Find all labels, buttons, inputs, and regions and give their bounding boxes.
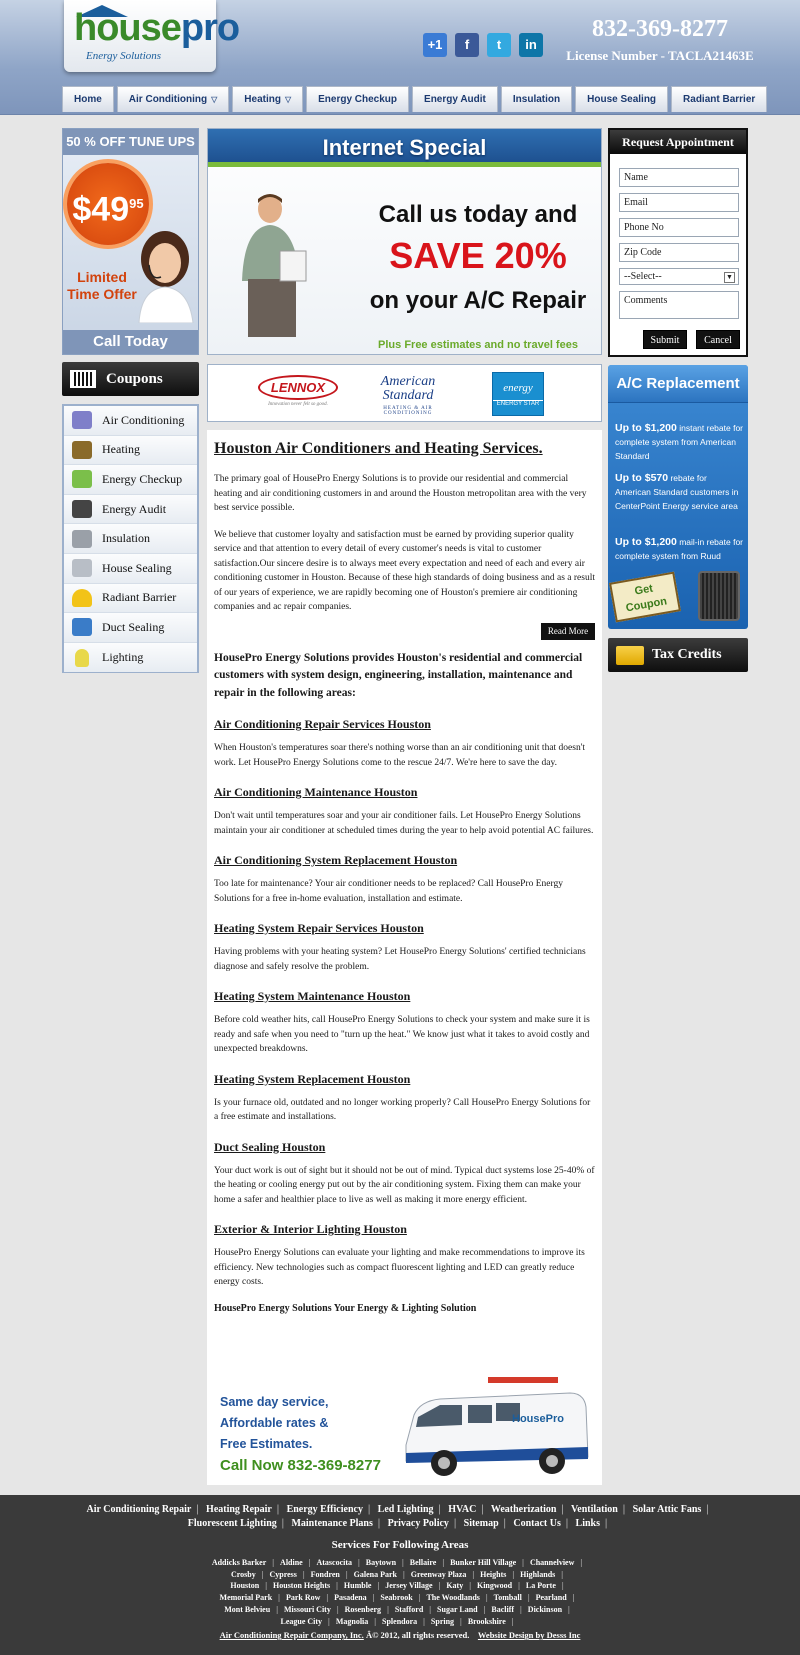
- chevron-down-icon: ▼: [724, 272, 735, 283]
- submit-button[interactable]: Submit: [643, 330, 687, 349]
- service-area-link[interactable]: Brookshire: [467, 1616, 506, 1626]
- service-area-row: Addicks Barker | Aldine | Atascocita | Baytown | Bellaire | Bunker Hill Village | Channelview |: [211, 1558, 583, 1567]
- sidebar-item-insulation[interactable]: Insulation: [64, 524, 197, 554]
- section-heading[interactable]: Air Conditioning System Replacement Houston: [214, 853, 458, 867]
- service-area-link[interactable]: The Woodlands: [426, 1593, 480, 1603]
- service-area-row: League City | Magnolia | Splendora | Spring | Brookshire |: [280, 1616, 514, 1626]
- ac-replacement-title: A/C Replacement: [608, 365, 748, 403]
- service-area-link[interactable]: Tomball: [493, 1593, 522, 1603]
- company-tagline: HousePro Energy Solutions Your Energy & Lighting Solution: [214, 1302, 477, 1314]
- same-day-service-promo[interactable]: [207, 1365, 602, 1485]
- promo-headline: 50 % OFF TUNE UPS: [63, 129, 198, 155]
- footer-link[interactable]: Links: [575, 1518, 601, 1529]
- nav-home[interactable]: Home: [62, 86, 114, 112]
- nav-radiant-barrier[interactable]: Radiant Barrier: [671, 86, 767, 112]
- footer-link[interactable]: Sitemap: [463, 1518, 499, 1529]
- service-area-row: Houston | Houston Heights | Humble | Jersey Village | Katy | Kingwood | La Porte |: [230, 1581, 564, 1591]
- service-area-link[interactable]: Humble: [343, 1581, 372, 1591]
- sidebar-item-air-conditioning[interactable]: Air Conditioning: [64, 406, 197, 436]
- copyright: Air Conditioning Repair Company, Inc. Â© 2012, all rights reserved. Website Design by Desss Inc: [219, 1630, 581, 1641]
- service-area-link[interactable]: Greenway Plaza: [410, 1569, 467, 1579]
- service-area-link[interactable]: Houston: [230, 1581, 260, 1591]
- footer-link[interactable]: Ventilation: [570, 1504, 618, 1515]
- twitter-icon[interactable]: t: [487, 33, 511, 57]
- footer-link[interactable]: Air Conditioning Repair: [86, 1504, 192, 1515]
- banner-free-estimates: Plus Free estimates and no travel fees: [378, 339, 578, 351]
- service-area-link[interactable]: Katy: [446, 1581, 464, 1591]
- barcode-icon: [70, 370, 96, 388]
- footer-link[interactable]: HVAC: [448, 1504, 477, 1515]
- air-conditioning-icon: [72, 411, 92, 429]
- section-text: Before cold weather hits, call HousePro Energy Solutions to check your system and make sure it is ready and safe when you need to "turn up the heat." We know just what it takes to avoid costly and unexpected breakdowns.: [214, 1015, 590, 1054]
- service-area-link[interactable]: Stafford: [394, 1604, 424, 1614]
- footer-link[interactable]: Contact Us: [513, 1518, 561, 1529]
- service-area-link[interactable]: Heights: [480, 1569, 507, 1579]
- get-coupon-button[interactable]: Get Coupon: [609, 572, 681, 623]
- service-areas-title: Services For Following Areas: [331, 1539, 469, 1551]
- internet-special-banner[interactable]: [207, 128, 602, 355]
- service-area-link[interactable]: Crosby: [230, 1569, 256, 1579]
- service-area-link[interactable]: Jersey Village: [385, 1581, 433, 1591]
- call-now-phone[interactable]: Call Now 832-369-8277: [220, 1457, 381, 1474]
- coupons-button[interactable]: [62, 362, 199, 396]
- energy-star-logo[interactable]: energy ENERGY STAR: [492, 372, 544, 416]
- heater-icon: [72, 441, 92, 459]
- service-area-link[interactable]: Houston Heights: [273, 1581, 331, 1591]
- footer-link[interactable]: Heating Repair: [206, 1504, 272, 1515]
- service-area-row: Crosby | Cypress | Fondren | Galena Park | Greenway Plaza | Heights | Highlands |: [230, 1569, 564, 1579]
- service-area-row: Memorial Park | Park Row | Pasadena | Seabrook | The Woodlands | Tomball | Pearland |: [219, 1593, 575, 1603]
- service-area-link[interactable]: Pearland: [535, 1593, 567, 1603]
- banner-save-20: SAVE 20%: [389, 235, 567, 276]
- company-link[interactable]: Air Conditioning Repair Company, Inc.: [219, 1630, 364, 1641]
- service-select[interactable]: --Select-- ▼: [619, 268, 739, 285]
- tax-credits-button[interactable]: [608, 638, 748, 672]
- service-area-link[interactable]: Rosenberg: [344, 1604, 382, 1614]
- service-area-link[interactable]: Splendora: [382, 1616, 418, 1626]
- nav-heating[interactable]: Heating ▽: [232, 86, 303, 112]
- main-nav: [62, 86, 770, 112]
- zip-code-field[interactable]: Zip Code: [619, 243, 739, 262]
- services-sidebar: [62, 404, 199, 673]
- section-text: HousePro Energy Solutions can evaluate your lighting and make recommendations to improve its efficiency. New technologies such as compact fluorescent lighting and LED can greatly reduce energy costs.: [214, 1248, 585, 1287]
- loyalty-paragraph: We believe that customer loyalty and satisfaction must be earned by providing superior quality service and that attention to every detail of every customer's needs is vital to customer satisfaction.Our sincere desire is to always meet every expectation and need of each and every air conditioning customer in Houston. Because of these high standards of doing business and as a result of our years of experience, we are rapidly becoming one of Houston's premiere air conditioning companies and ac repair companies.: [214, 529, 595, 612]
- main-content: [207, 430, 602, 1485]
- house-sealing-icon: [72, 559, 92, 577]
- section-heading[interactable]: Air Conditioning Repair Services Houston: [214, 717, 431, 731]
- service-area-link[interactable]: Kingwood: [476, 1581, 513, 1591]
- footer-link[interactable]: Led Lighting: [377, 1504, 434, 1515]
- section-text: Too late for maintenance? Your air conditioner needs to be replaced? Call HousePro Energy Solutions for a free in-home evaluation, installation and estimate.: [214, 879, 563, 904]
- service-areas-list: [0, 1557, 800, 1627]
- sidebar-item-energy-audit[interactable]: Energy Audit: [64, 495, 197, 525]
- american-standard-logo[interactable]: American Standard HEATING & AIR CONDITIONING: [380, 374, 436, 416]
- chevron-down-icon: ▽: [284, 95, 292, 104]
- footer-link[interactable]: Maintenance Plans: [291, 1518, 373, 1529]
- sidebar-item-duct-sealing[interactable]: Duct Sealing: [64, 613, 197, 643]
- service-area-link[interactable]: Baytown: [365, 1558, 397, 1567]
- banner-title: Internet Special: [208, 129, 601, 167]
- services-lead: HousePro Energy Solutions provides Houston's residential and commercial customers with system design, engineering, installation, maintenance and repair in the following areas:: [214, 651, 583, 699]
- google-plus-icon[interactable]: +1: [423, 33, 447, 57]
- limited-offer-text: Limited Time Offer: [67, 269, 137, 302]
- nav-insulation[interactable]: Insulation: [501, 86, 572, 112]
- intro-paragraph: The primary goal of HousePro Energy Solutions is to provide our residential and commercial heating and air conditioning customers in and around the Houston metropolitan area with the very best service possible.: [214, 474, 587, 513]
- service-area-link[interactable]: La Porte: [525, 1581, 556, 1591]
- logo-wordmark: housepro: [74, 7, 240, 49]
- facebook-icon[interactable]: f: [455, 33, 479, 57]
- read-more-button[interactable]: Read More: [541, 623, 595, 640]
- promo-line-1: Same day service,: [220, 1395, 329, 1409]
- chevron-down-icon: ▽: [211, 95, 218, 104]
- service-area-link[interactable]: Seabrook: [380, 1593, 413, 1603]
- service-area-row: Mont Belvieu | Missouri City | Rosenberg | Stafford | Sugar Land | Bacliff | Dickinson |: [224, 1604, 570, 1614]
- service-area-link[interactable]: Park Row: [285, 1593, 321, 1603]
- hard-hat-icon: [72, 589, 92, 607]
- sidebar-item-heating[interactable]: Heating: [64, 436, 197, 466]
- lennox-logo[interactable]: LENNOX Innovation never felt so good.: [258, 375, 338, 407]
- service-area-link[interactable]: Channelview: [529, 1558, 575, 1567]
- service-van-image: [400, 1375, 592, 1480]
- footer-link[interactable]: Solar Attic Fans: [632, 1504, 702, 1515]
- service-area-link[interactable]: Highlands: [520, 1569, 556, 1579]
- rebate-item: Up to $570 rebate for American Standard customers in CenterPoint Energy service area: [615, 472, 739, 511]
- footer-link[interactable]: Privacy Policy: [387, 1518, 449, 1529]
- cancel-button[interactable]: Cancel: [696, 330, 740, 349]
- service-area-link[interactable]: Bellaire: [409, 1558, 437, 1567]
- price-burst: $\$49^{95}$: [67, 163, 149, 245]
- nav-energy-audit[interactable]: Energy Audit: [412, 86, 498, 112]
- ac-replacement-panel[interactable]: [608, 365, 748, 629]
- ac-unit-image: [698, 571, 740, 621]
- worker-icon: [72, 618, 92, 636]
- brand-logos: [207, 364, 602, 422]
- section-heading[interactable]: Duct Sealing Houston: [214, 1139, 326, 1154]
- service-area-link[interactable]: Mont Belvieu: [224, 1604, 271, 1614]
- promo-line-3: Free Estimates.: [220, 1437, 313, 1451]
- service-area-link[interactable]: Cypress: [269, 1569, 297, 1579]
- technician-image: [232, 191, 312, 341]
- section-text: Is your furnace old, outdated and no longer working properly? Call HousePro Energy Solutions for a free estimate and installations.: [214, 1097, 591, 1122]
- service-area-link[interactable]: Fondren: [310, 1569, 340, 1579]
- rebate-item: Up to $1,200 instant rebate for complete system from American Standard: [615, 422, 744, 461]
- footer-link[interactable]: Energy Efficiency: [286, 1504, 363, 1515]
- section-text: Having problems with your heating system? Let HousePro Energy Solutions' certified technicians diagnose and safely resolve the problem.: [214, 947, 586, 972]
- service-area-link[interactable]: Galena Park: [353, 1569, 397, 1579]
- form-title: Request Appointment: [610, 130, 746, 154]
- footer-link[interactable]: Fluorescent Lighting: [187, 1518, 277, 1529]
- service-area-link[interactable]: Bunker Hill Village: [450, 1558, 517, 1567]
- sidebar-item-radiant-barrier[interactable]: Radiant Barrier: [64, 584, 197, 614]
- linkedin-icon[interactable]: in: [519, 33, 543, 57]
- rebate-item: Up to $1,200 mail-in rebate for complete system from Ruud: [615, 536, 743, 561]
- housepro-logo[interactable]: [64, 0, 240, 72]
- energy-audit-icon: [72, 500, 92, 518]
- section-heading[interactable]: Heating System Repair Services Houston: [214, 921, 424, 935]
- footer-links-row-1: Air Conditioning Repair | Heating Repair | Energy Efficiency | Led Lighting | HVAC | Weatherization | Ventilation | Solar Attic Fans |: [86, 1504, 709, 1515]
- footer-link[interactable]: Weatherization: [490, 1504, 557, 1515]
- service-area-link[interactable]: Missouri City: [283, 1604, 331, 1614]
- service-area-link[interactable]: Pasadena: [334, 1593, 367, 1603]
- banner-line-1: Call us today and: [378, 201, 578, 228]
- credit-card-icon: [616, 646, 644, 665]
- request-appointment-form: [608, 128, 748, 357]
- site-header: [0, 0, 800, 115]
- service-area-link[interactable]: Atascocita: [316, 1558, 353, 1567]
- section-heading[interactable]: Exterior & Interior Lighting Houston: [214, 1222, 407, 1236]
- energy-checkup-icon: [72, 470, 92, 488]
- sidebar-item-house-sealing[interactable]: House Sealing: [64, 554, 197, 584]
- nav-energy-checkup[interactable]: Energy Checkup: [306, 86, 409, 112]
- section-heading[interactable]: Air Conditioning Maintenance Houston: [214, 785, 418, 799]
- service-area-link[interactable]: Sugar Land: [437, 1604, 478, 1614]
- comments-field[interactable]: Comments: [619, 291, 739, 319]
- sidebar-item-lighting[interactable]: Lighting: [64, 643, 197, 673]
- service-area-link[interactable]: Aldine: [280, 1558, 303, 1567]
- nav-house-sealing[interactable]: House Sealing: [575, 86, 668, 112]
- service-area-link[interactable]: Dickinson: [527, 1604, 563, 1614]
- section-text: When Houston's temperatures soar there's nothing worse than an air conditioning unit that doesn't work. Let HousePro Energy Solutions come to the rescue 24/7. We're here to save the day.: [214, 743, 586, 768]
- service-area-link[interactable]: League City: [280, 1616, 323, 1626]
- license-number: License Number - TACLA21463E: [566, 48, 754, 63]
- header-phone[interactable]: 832-369-8277: [592, 16, 728, 42]
- designer-link[interactable]: Website Design by Desss Inc: [477, 1630, 581, 1641]
- call-today-label: Call Today: [63, 330, 198, 354]
- email-field[interactable]: Email: [619, 193, 739, 212]
- tune-up-promo[interactable]: [62, 128, 199, 355]
- service-area-link[interactable]: Addicks Barker: [211, 1558, 267, 1567]
- support-agent-image: [131, 225, 197, 323]
- section-text: Your duct work is out of sight but it should not be out of mind. Typical duct systems lose 25-40% of the heating or cooling energy put out by the air conditioning system. Fixing them can make your home a safer and healthier place to live as well as making it more energy efficient.: [214, 1165, 595, 1205]
- section-text: Don't wait until temperatures soar and your air conditioner fails. Let HousePro Energy Solutions maintain your air conditioner at scheduled times during the year to help avoid potential AC failures.: [214, 811, 594, 836]
- section-heading[interactable]: Heating System Replacement Houston: [214, 1071, 411, 1086]
- footer-links-row-2: Fluorescent Lighting | Maintenance Plans | Privacy Policy | Sitemap | Contact Us | Links |: [187, 1518, 608, 1529]
- site-footer: [0, 1495, 800, 1655]
- service-area-link[interactable]: Magnolia: [335, 1616, 369, 1626]
- nav-air-conditioning[interactable]: Air Conditioning ▽: [117, 86, 229, 112]
- banner-line-3: on your A/C Repair: [369, 287, 587, 314]
- service-area-link[interactable]: Memorial Park: [219, 1593, 273, 1603]
- service-area-link[interactable]: Bacliff: [491, 1604, 515, 1614]
- coupons-label: Coupons: [106, 371, 163, 387]
- insulation-icon: [72, 530, 92, 548]
- section-heading[interactable]: Heating System Maintenance Houston: [214, 989, 411, 1003]
- logo-tagline: Energy Solutions: [86, 50, 162, 62]
- sidebar-item-energy-checkup[interactable]: Energy Checkup: [64, 465, 197, 495]
- name-field[interactable]: Name: [619, 168, 739, 187]
- page-title: Houston Air Conditioners and Heating Services.: [214, 440, 543, 457]
- light-bulb-icon: [75, 649, 89, 667]
- promo-line-2: Affordable rates &: [220, 1416, 329, 1430]
- phone-field[interactable]: Phone No: [619, 218, 739, 237]
- van-logo-text: HousePro: [512, 1413, 564, 1425]
- tax-credits-label: Tax Credits: [652, 647, 722, 662]
- service-area-link[interactable]: Spring: [430, 1616, 455, 1626]
